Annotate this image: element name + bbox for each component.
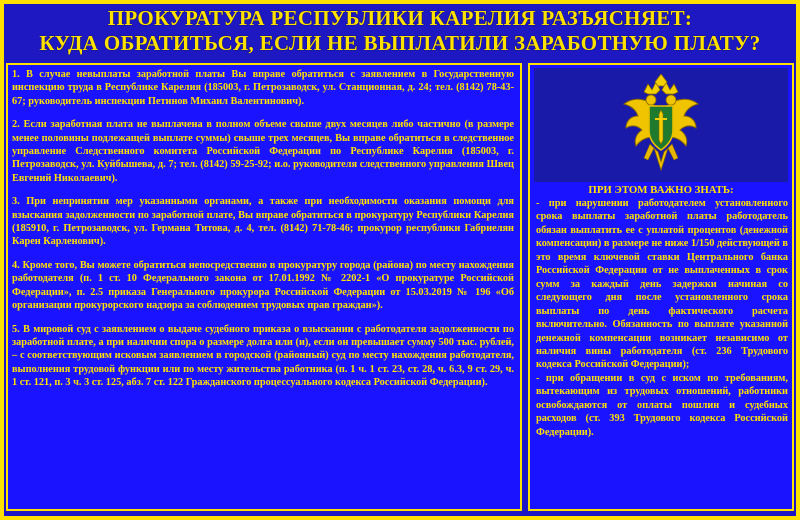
instruction-item-2: 2. Если заработная плата не выплачена в полном объеме свыше двух месяцев либо частично (в размере менее половины подлежащей выплате суммы) свыше трех месяцев, Вы вправе обратиться в следственное управление Следственного комитета Российской Федерации по Республике Карелия (185003, г. Петрозаводск, ул. Куйбышева, д. 7; тел. (8142) 59-25-92; и.о. руководителя следственного управления Швец Евгений Николаевич). [12,119,514,184]
note-paragraph-1: - при нарушении работодателем установленного срока выплаты заработной платы работодатель обязан выплатить ее с уплатой процентов (денежной компенсации) в размере не ниже 1/150 действующей в это время ключевой ставки Центрального банка Российской Федерации от не выплаченных в срок сумм за каждый день задержки начиная со следующего дня после установленного срока выплаты по день фактического расчета включительно. Обязанность по выплате указанной денежной компенсации возникает независимо от наличия вины работодателя (ст. 236 Трудового кодекса Российской Федерации); [536,198,788,371]
instructions-panel [6,63,522,511]
important-note-text [536,197,788,507]
important-note-title: ПРИ ЭТОМ ВАЖНО ЗНАТЬ: [588,184,734,196]
instruction-item-3: 3. При непринятии мер указанными органами, а также при необходимости оказания помощи для взыскания задолженности по заработной плате, Вы вправе обратиться в прокуратуру Республики Карелия (185910, г. Петрозаводск, ул. Германа Титова, д. 4, тел. (8142) 71-78-46; прокурор республики Габриелян Карен Карленович). [12,196,514,248]
instruction-item-5: 5. В мировой суд с заявлением о выдаче судебного приказа о взыскании с работодателя задолженности по заработной плате, а при наличии спора о размере долга или (и), если он превышает сумму 500 тыс. рублей, – с соответствующим исковым заявлением в городской (районный) суд по месту нахождения работодателя, выполнения трудовой функции или по месту жительства работника (п. 1 ч. 1 ст. 23, ст. 28, ч. 6.3, 9 ст. 29, ч. 1 ст. 121, п. 3 ч. 3 ст. 125, абз. 7 ст. 122 Гражданского процессуального кодекса Российской Федерации). [12,323,514,389]
poster-header [8,6,792,60]
header-title-line2: КУДА ОБРАТИТЬСЯ, ЕСЛИ НЕ ВЫПЛАТИЛИ ЗАРАБОТНУЮ ПЛАТУ? [39,31,761,55]
prosecutor-office-emblem-icon [622,74,700,178]
instruction-item-1: 1. В случае невыплаты заработной платы Вы вправе обратиться с заявлением в Государственную инспекцию труда в Республике Карелия (185003, г. Петрозаводск, ул. Станционная, д. 24; тел. (8142) 78-43-67; руководитель инспекции Петинов Михаил Валентинович). [12,69,514,107]
note-paragraph-2: - при обращении в суд с иском по требованиям, вытекающим из трудовых отношений, работники освобождаются от оплаты пошлин и судебных расходов (ст. 393 Трудового кодекса Российской Федерации). [536,372,788,438]
emblem-area [534,68,788,182]
header-title-line1: ПРОКУРАТУРА РЕСПУБЛИКИ КАРЕЛИЯ РАЗЪЯСНЯЕТ: [107,6,693,30]
instruction-item-4: 4. Кроме того, Вы можете обратиться непосредственно в прокуратуру города (района) по месту нахождения работодателя (п. 1 ст. 10 Федерального закона от 17.01.1992 № 2202-1 «О прокуратуре Российской Федерации», п. 2.5 приказа Генерального прокурора Российской Федерации от 15.03.2019 № 196 «Об организации прокурорского надзора за соблюдением трудовых прав граждан»). [12,259,514,312]
notes-panel [528,63,794,511]
